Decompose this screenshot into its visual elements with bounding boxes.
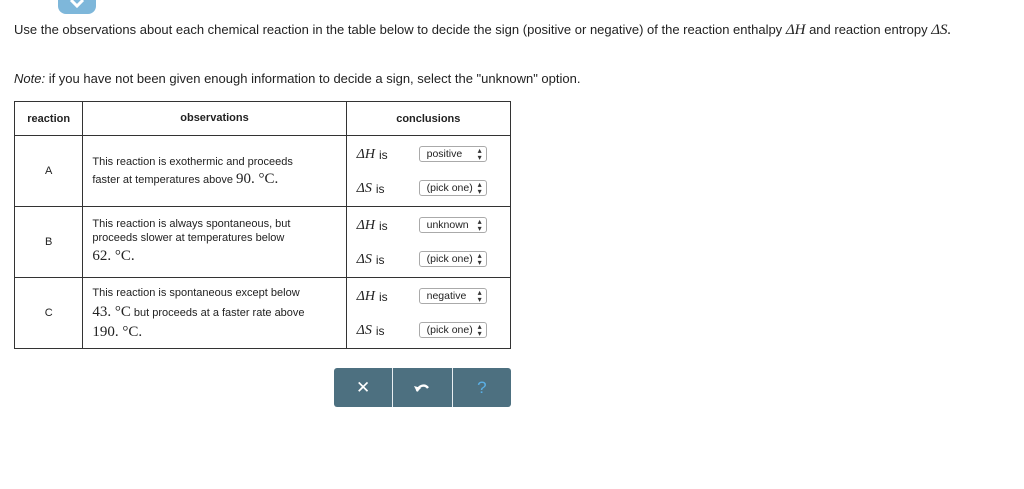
dh-conclusion — [357, 217, 417, 235]
header-observations: observations — [83, 102, 346, 136]
conclusion-cell — [346, 207, 510, 278]
dh-select[interactable] — [419, 217, 487, 233]
undo-button[interactable] — [393, 368, 452, 407]
dh-select-value: unknown — [426, 219, 469, 231]
dh-conclusion — [357, 288, 417, 306]
observation-text: faster at temperatures above — [92, 173, 237, 186]
observation-cell — [83, 278, 346, 349]
observation-line: proceeds slower at temperatures below — [92, 232, 285, 244]
observation-text: but proceeds at a faster rate above — [130, 307, 305, 319]
observation-line: This reaction is always spontaneous, but — [92, 218, 291, 230]
table-row — [15, 278, 511, 349]
help-button[interactable] — [453, 368, 511, 407]
undo-icon — [412, 381, 432, 395]
reaction-label: C — [44, 307, 53, 319]
entropy-symbol: ΔS. — [931, 22, 952, 38]
observation-line: This reaction is exothermic and proceeds — [92, 155, 293, 168]
ds-symbol: ΔS — [356, 181, 372, 196]
select-arrows-icon: ▴ ▾ — [477, 322, 482, 338]
ds-conclusion — [357, 322, 414, 340]
header-reaction: reaction — [15, 102, 83, 136]
note-text: if you have not been given enough information to decide a sign, select the "unknown" option. — [45, 71, 581, 86]
ds-select[interactable] — [419, 251, 487, 267]
temperature-value: 43. °C — [92, 304, 131, 320]
note — [14, 69, 580, 89]
table-header-row — [15, 102, 511, 136]
select-arrows-icon: ▴ ▾ — [477, 288, 482, 304]
select-arrows-icon: ▴ ▾ — [477, 146, 482, 162]
ds-select-value: (pick one) — [426, 324, 473, 336]
help-icon: ? — [477, 377, 487, 397]
temperature-value: 190. °C. — [92, 324, 143, 340]
instructions — [14, 19, 1004, 41]
answer-toolbar — [334, 368, 511, 407]
dh-conclusion — [357, 146, 417, 164]
is-label: is — [375, 253, 385, 267]
is-label: is — [378, 148, 388, 162]
ds-conclusion — [357, 180, 414, 198]
header-conclusions: conclusions — [346, 102, 510, 136]
observation-line — [92, 303, 336, 323]
ds-select-value: (pick one) — [426, 253, 473, 265]
dh-select[interactable] — [419, 146, 487, 162]
is-label: is — [378, 290, 388, 304]
select-arrows-icon: ▴ ▾ — [477, 180, 482, 196]
temperature-value: 90. °C. — [236, 170, 279, 187]
is-label: is — [375, 182, 385, 196]
conclusion-cell — [346, 136, 510, 207]
ds-select[interactable] — [419, 322, 487, 338]
enthalpy-symbol: ΔH — [785, 22, 806, 38]
is-label: is — [375, 324, 385, 338]
reaction-label-cell — [15, 278, 83, 349]
dh-symbol: ΔH — [356, 218, 375, 233]
observation-cell — [83, 136, 346, 207]
instructions-text-2: and reaction entropy — [805, 22, 932, 37]
ds-select-value: (pick one) — [426, 182, 473, 194]
dh-symbol: ΔH — [356, 289, 375, 304]
table-row — [15, 136, 511, 207]
ds-conclusion — [357, 251, 414, 269]
reaction-label-cell — [15, 136, 83, 207]
close-icon: ✕ — [356, 377, 371, 397]
observation-line — [92, 171, 336, 189]
reaction-table — [14, 101, 511, 349]
conclusion-cell — [346, 278, 510, 349]
reaction-label-cell — [15, 207, 83, 278]
ds-symbol: ΔS — [356, 323, 372, 338]
collapse-tab[interactable] — [58, 0, 96, 14]
reaction-label: A — [45, 165, 53, 177]
dh-select[interactable] — [419, 288, 487, 304]
chevron-down-icon — [69, 0, 85, 8]
ds-select[interactable] — [419, 180, 487, 196]
table-row — [15, 207, 511, 278]
observation-line: This reaction is spontaneous except below — [92, 287, 300, 299]
temperature-value: 62. °C. — [92, 248, 135, 264]
observation-cell — [83, 207, 346, 278]
ds-symbol: ΔS — [356, 252, 372, 267]
clear-button[interactable] — [334, 368, 393, 407]
reaction-label: B — [45, 236, 53, 248]
dh-symbol: ΔH — [356, 147, 375, 162]
note-label: Note: — [14, 71, 46, 86]
dh-select-value: positive — [426, 148, 463, 160]
dh-select-value: negative — [426, 290, 467, 302]
instructions-text-1: Use the observations about each chemical reaction in the table below to decide the sign (positive or negative) of the reaction enthalpy — [14, 22, 786, 37]
is-label: is — [378, 219, 388, 233]
select-arrows-icon: ▴ ▾ — [477, 251, 482, 267]
select-arrows-icon: ▴ ▾ — [477, 217, 482, 233]
